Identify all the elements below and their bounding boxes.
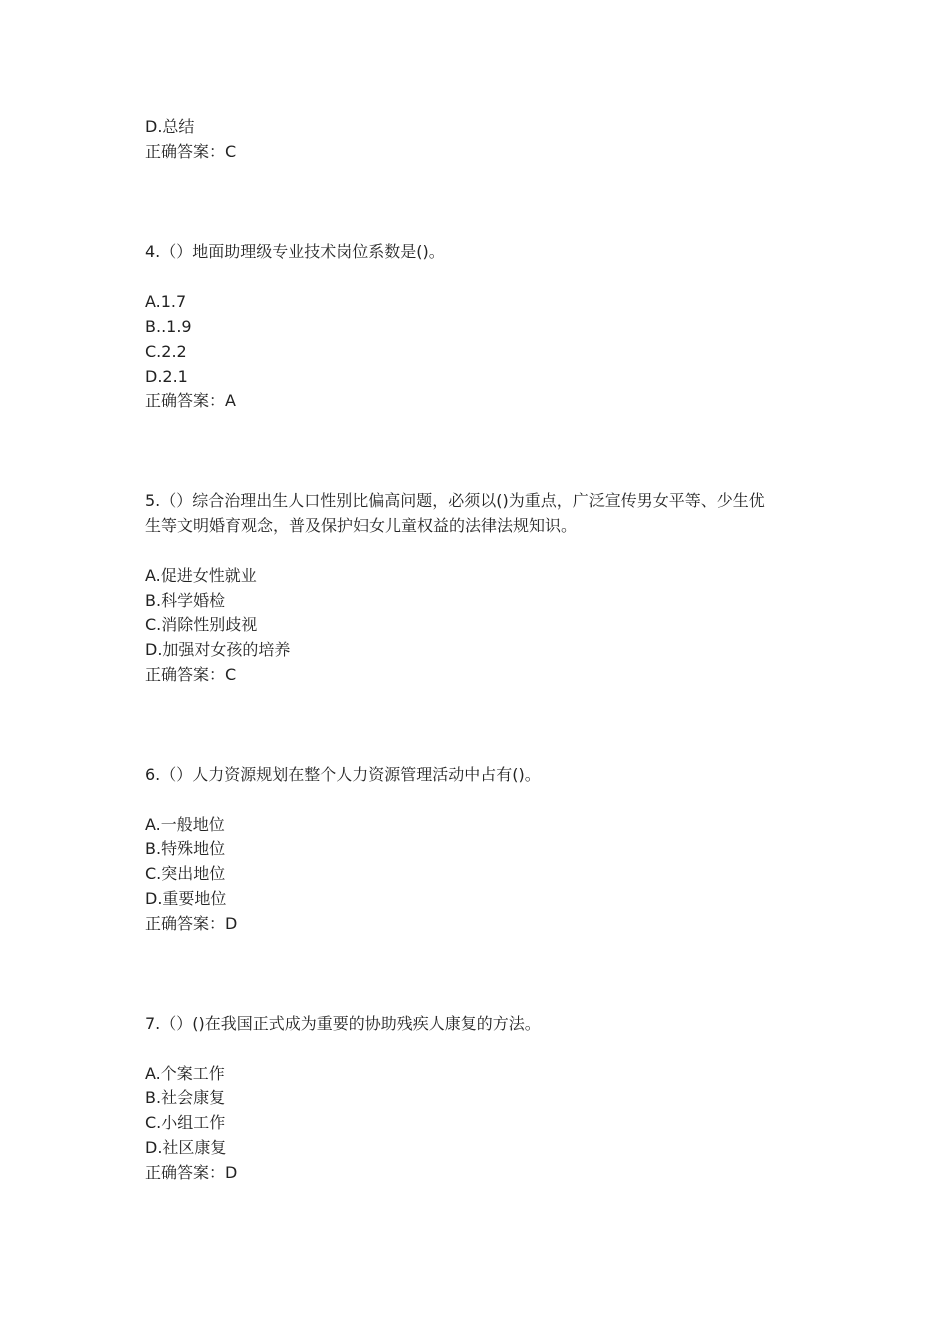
question-7-option-b: B.社会康复 xyxy=(145,1088,226,1107)
question-6-option-d: D.重要地位 xyxy=(145,889,227,908)
question-7-option-d: D.社区康复 xyxy=(145,1138,227,1157)
question-6-option-c: C.突出地位 xyxy=(145,864,226,883)
question-5-option-a: A.促进女性就业 xyxy=(145,566,257,585)
question-7-stem: 7.（）()在我国正式成为重要的协助残疾人康复的方法。 xyxy=(145,1014,541,1033)
question-4-option-d: D.2.1 xyxy=(145,367,188,386)
question-5-stem-line-2: 生等文明婚育观念，普及保护妇女儿童权益的法律法规知识。 xyxy=(145,516,578,535)
question-4-option-b: B..1.9 xyxy=(145,317,192,336)
question-6-stem: 6.（）人力资源规划在整个人力资源管理活动中占有()。 xyxy=(145,765,541,784)
question-5-option-d: D.加强对女孩的培养 xyxy=(145,640,291,659)
question-4-stem: 4.（）地面助理级专业技术岗位系数是()。 xyxy=(145,242,445,261)
question-5-option-c: C.消除性别歧视 xyxy=(145,615,258,634)
question-4-option-c: C.2.2 xyxy=(145,342,187,361)
question-7-answer: 正确答案：D xyxy=(145,1163,238,1182)
question-6-option-b: B.特殊地位 xyxy=(145,839,226,858)
question-4-answer: 正确答案：A xyxy=(145,391,236,410)
question-5-option-b: B.科学婚检 xyxy=(145,591,226,610)
answer-line: 正确答案：C xyxy=(145,142,237,161)
question-4-option-a: A.1.7 xyxy=(145,292,187,311)
question-7-option-a: A.个案工作 xyxy=(145,1064,225,1083)
question-6-answer: 正确答案：D xyxy=(145,914,238,933)
question-6-option-a: A.一般地位 xyxy=(145,815,225,834)
question-5-stem-line-1: 5.（）综合治理出生人口性别比偏高问题，必须以()为重点，广泛宣传男女平等、少生优 xyxy=(145,491,765,510)
question-5-answer: 正确答案：C xyxy=(145,665,237,684)
option-d: D.总结 xyxy=(145,117,195,136)
question-7-option-c: C.小组工作 xyxy=(145,1113,226,1132)
